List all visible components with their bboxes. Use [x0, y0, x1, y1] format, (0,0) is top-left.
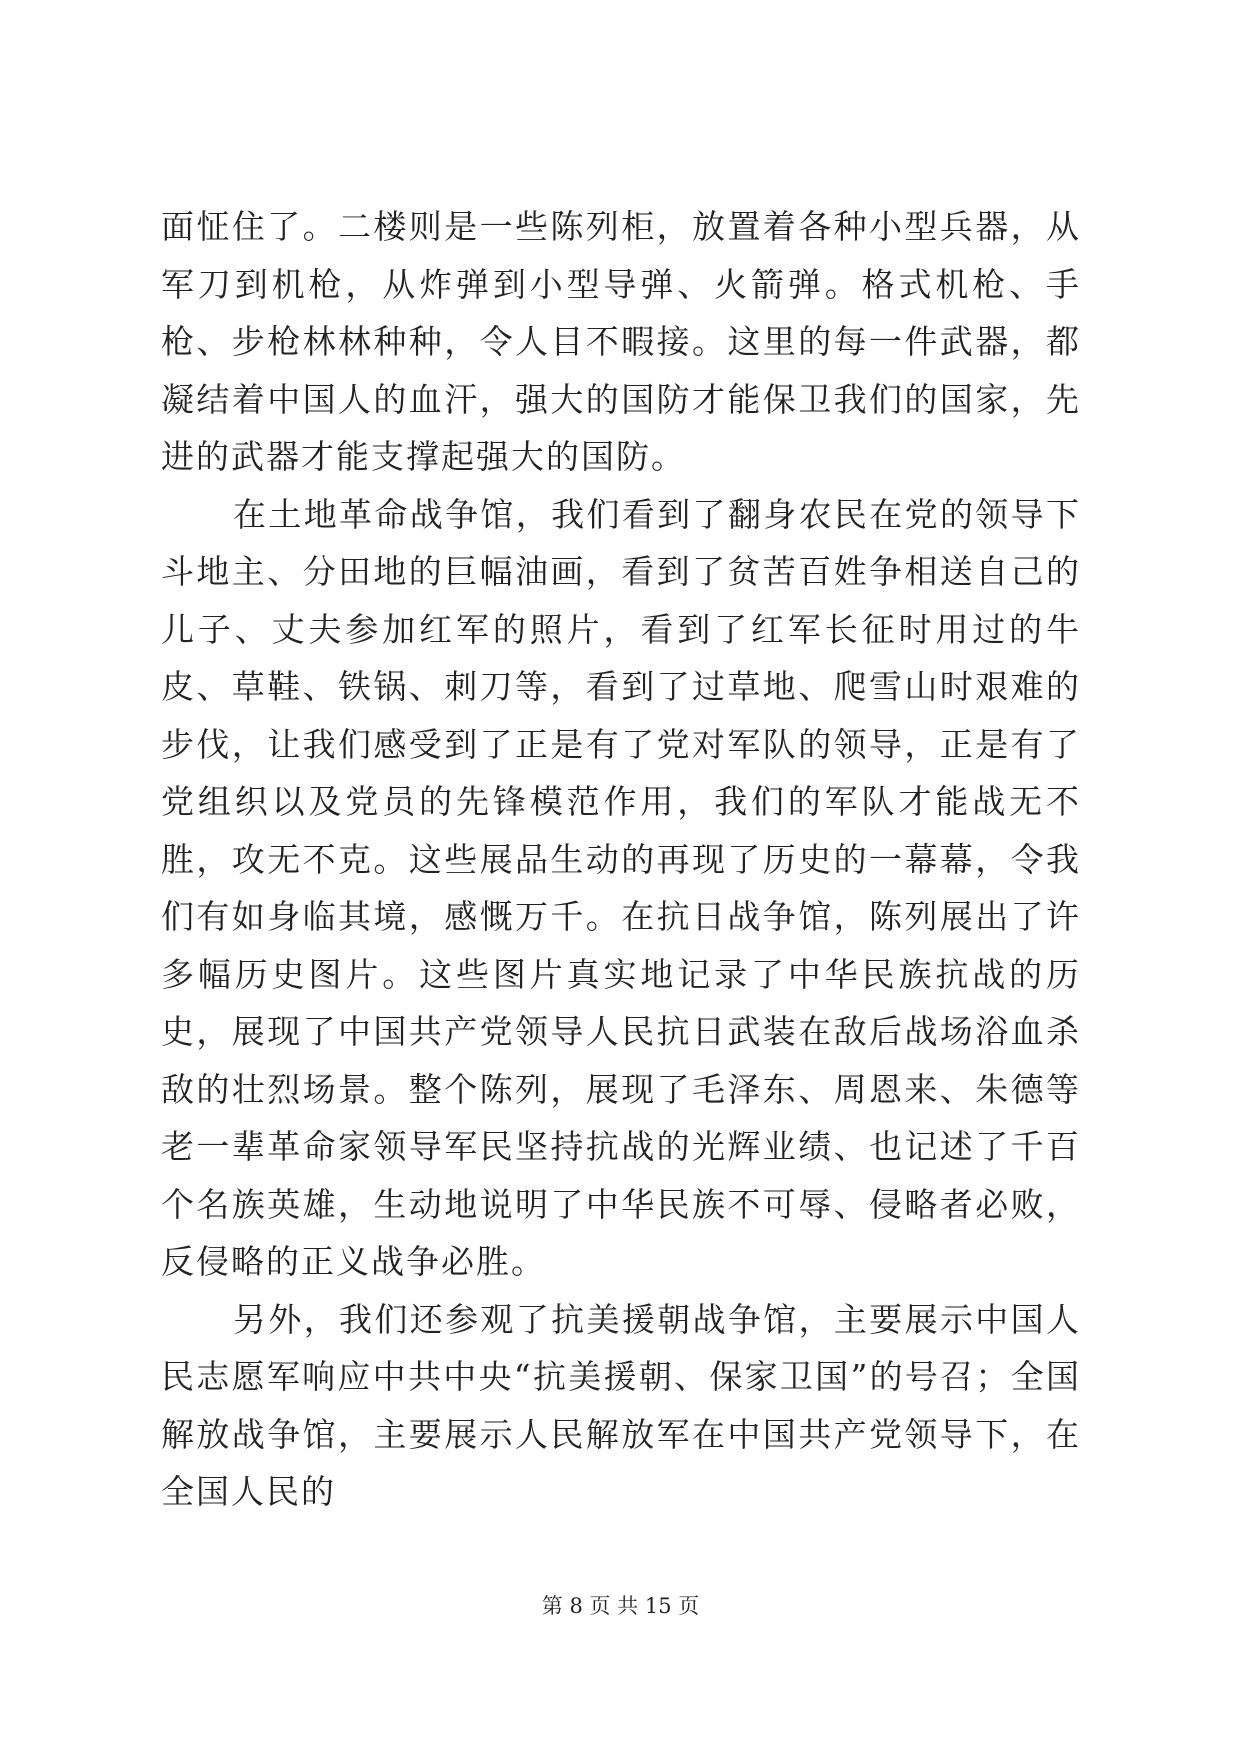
paragraph-land-revolution-hall: 在土地革命战争馆，我们看到了翻身农民在党的领导下斗地主、分田地的巨幅油画，看到了贫苦百姓争相送自己的儿子、丈夫参加红军的照片，看到了红军长征时用过的牛皮、草鞋、铁锅、刺刀等，看到了过草地、爬雪山时艰难的步伐，让我们感受到了正是有了党对军队的领导，正是有了党组织以及党员的先锋模范作用，我们的军队才能战无不胜，攻无不克。这些展品生动的再现了历史的一幕幕，令我们有如身临其境，感慨万千。在抗日战争馆，陈列展出了许多幅历史图片。这些图片真实地记录了中华民族抗战的历史，展现了中国共产党领导人民抗日武装在敌后战场浴血杀敌的壮烈场景。整个陈列，展现了毛泽东、周恩来、朱德等老一辈革命家领导军民坚持抗战的光辉业绩、也记述了千百个名族英雄，生动地说明了中华民族不可辱、侵略者必败，反侵略的正义战争必胜。 — [161, 494, 1081, 1281]
page-number-footer: 第 8 页 共 15 页 — [541, 1594, 700, 1618]
document-body — [161, 198, 1081, 1521]
paragraph-continued: 面怔住了。二楼则是一些陈列柜，放置着各种小型兵器，从军刀到机枪，从炸弹到小型导弹、火箭弹。格式机枪、手枪、步枪林林种种，令人目不暇接。这里的每一件武器，都凝结着中国人的血汗，强大的国防才能保卫我们的国家，先进的武器才能支撑起强大的国防。 — [161, 207, 1081, 476]
paragraph-korean-war-hall: 另外，我们还参观了抗美援朝战争馆，主要展示中国人民志愿军响应中共中央“抗美援朝、保家卫国”的号召；全国解放战争馆，主要展示人民解放军在中国共产党领导下，在全国人民的 — [161, 1299, 1081, 1511]
